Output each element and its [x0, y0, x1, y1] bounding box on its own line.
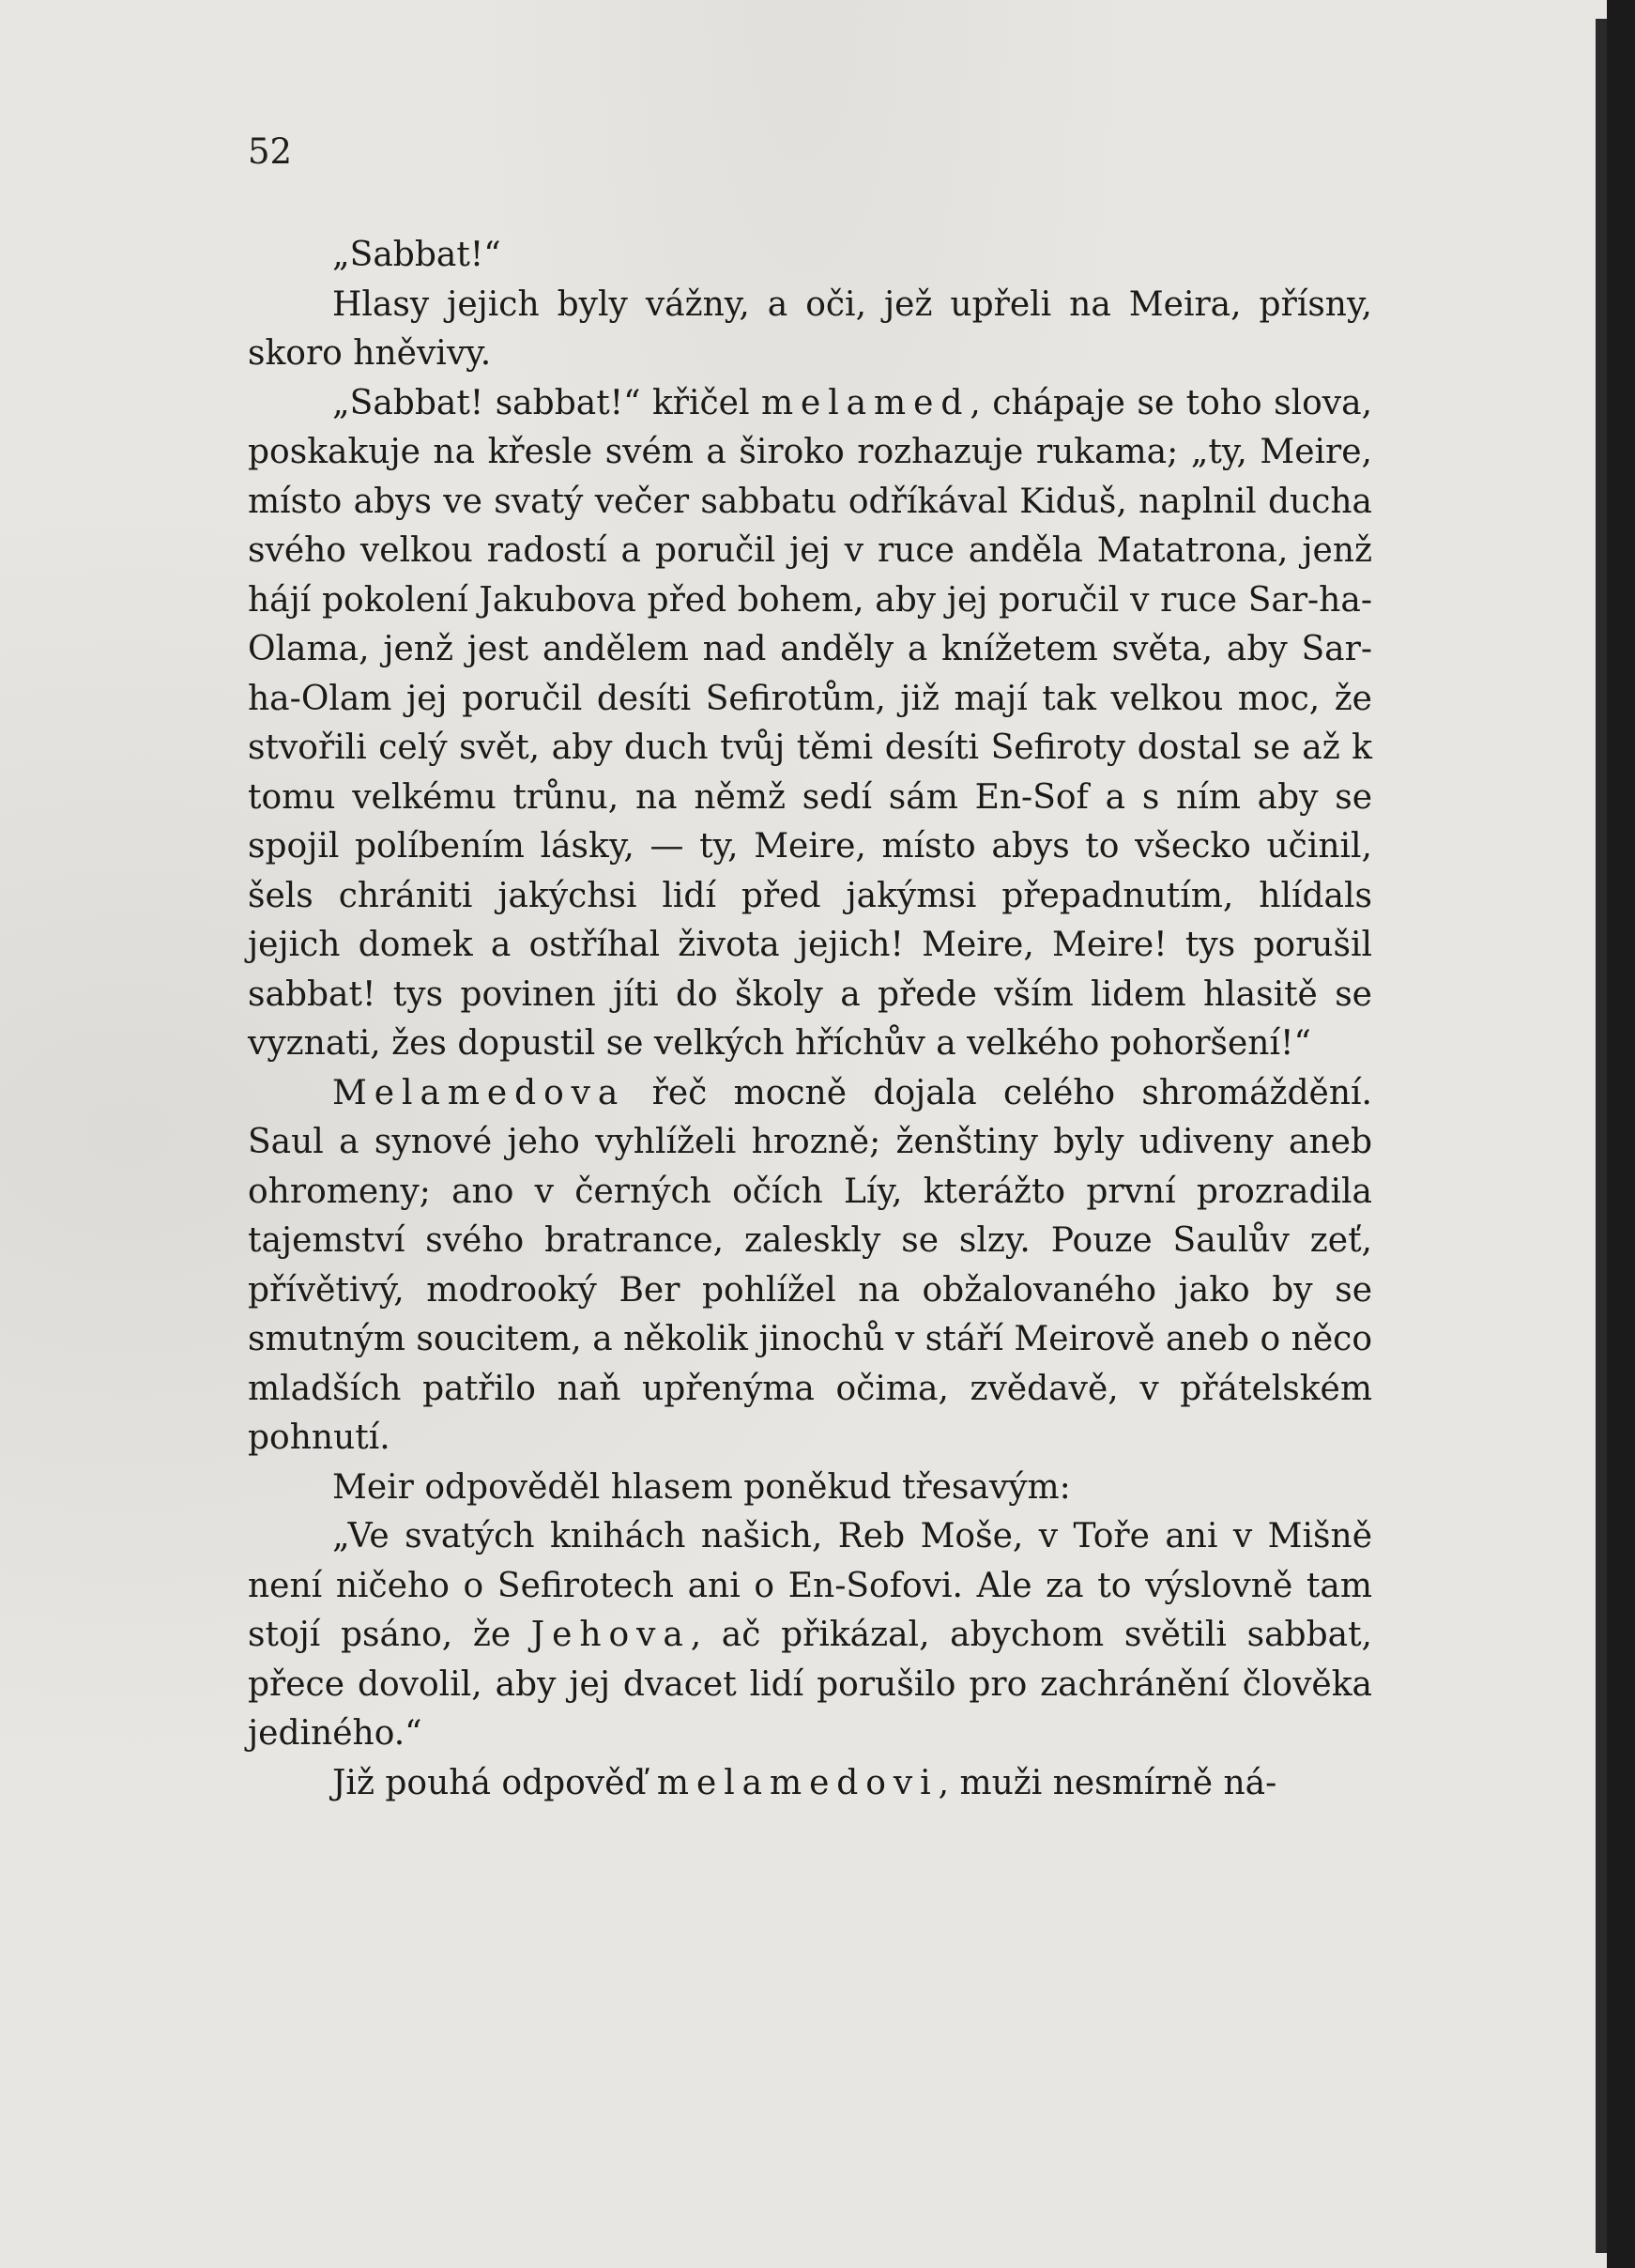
text-segment: „Sabbat! sabbat!“ křičel — [332, 383, 761, 422]
spaced-word: Jehova — [530, 1616, 691, 1654]
text-segment: řeč mocně dojala celého shromáždění. Saul a synové jeho vyhlíželi hrozně; ženštiny byly udiveny aneb ohromeny; ano v černých očích Líy, kterážto první prozradila tajemství svého bratrance, zaleskly se slzy. Pouze Saulův zeť, přívětivý, modrooký Ber pohlížel na obžalovaného jako by se smutným soucitem, a několik jinochů v stáří Meirově aneb o něco mladších patřilo naň upřenýma očima, zvědavě, v přátelském pohnutí. — [248, 1073, 1372, 1457]
paragraph-sabbat-exclamation — [248, 231, 1372, 281]
spaced-word: melamedovi — [656, 1763, 939, 1802]
body-text — [248, 231, 1372, 1808]
paragraph-melamed-speech — [248, 379, 1372, 1069]
text-segment: Hlasy jejich byly vážny, a oči, jež upřeli na Meira, přísny, skoro hněvivy. — [248, 284, 1372, 373]
paragraph-meir-answer — [248, 1512, 1372, 1759]
page-number: 52 — [248, 131, 293, 172]
page-edge-shadow — [1596, 19, 1607, 2253]
paragraph-assembly-reaction — [248, 1069, 1372, 1463]
text-segment: Meir odpověděl hlasem poněkud třesavým: — [332, 1467, 1071, 1507]
spaced-word: Melamedova — [332, 1073, 626, 1112]
text-segment: , ač přikázal, abychom světili sabbat, přece dovolil, aby jej dvacet lidí porušilo pro zachránění člověka jediného.“ — [248, 1616, 1372, 1753]
spaced-word: melamed — [760, 383, 970, 422]
text-segment: , chápaje se toho slova, poskakuje na křesle svém a široko rozhazuje rukama; „ty, Meire, místo abys ve svatý večer sabbatu odříkával Kiduš, naplnil ducha svého velkou radostí a poručil jej v ruce anděla Matatrona, jenž hájí pokolení Jakubova před bohem, aby jej poručil v ruce Sar-ha-Olama, jenž jest andělem nad anděly a knížetem světa, aby Sar-ha-Olam jej poručil desíti Sefirotům, již mají tak velkou moc, že stvořili celý svět, aby duch tvůj těmi desíti Sefiroty dostal se až k tomu velkému trůnu, na němž sedí sám En-Sof a s ním aby se spojil políbením lásky, — ty, Meire, místo abys to všecko učinil, šels chrániti jakýchsi lidí před jakýmsi přepadnutím, hlídals jejich domek a ostříhal života jejich! Meire, Meire! tys porušil sabbat! tys povinen jíti do školy a přede vším lidem hlasitě se vyznati, žes dopustil se velkých hříchův a velkého pohoršení!“ — [248, 383, 1373, 1063]
text-segment: „Ve svatých knihách našich, Reb Moše, v Toře ani v Mišně není ničeho o Sefirotech ani o En-Sofovi. Ale za to výslovně tam stojí psáno, že — [248, 1517, 1372, 1654]
paragraph-voices — [248, 281, 1372, 379]
paragraph-meir-answer-intro — [248, 1463, 1372, 1513]
text-segment: „Sabbat!“ — [332, 236, 501, 274]
text-segment: Již pouhá odpověď — [332, 1763, 657, 1802]
paragraph-closing — [248, 1759, 1372, 1809]
text-segment: , muži nesmírně ná- — [938, 1763, 1277, 1802]
